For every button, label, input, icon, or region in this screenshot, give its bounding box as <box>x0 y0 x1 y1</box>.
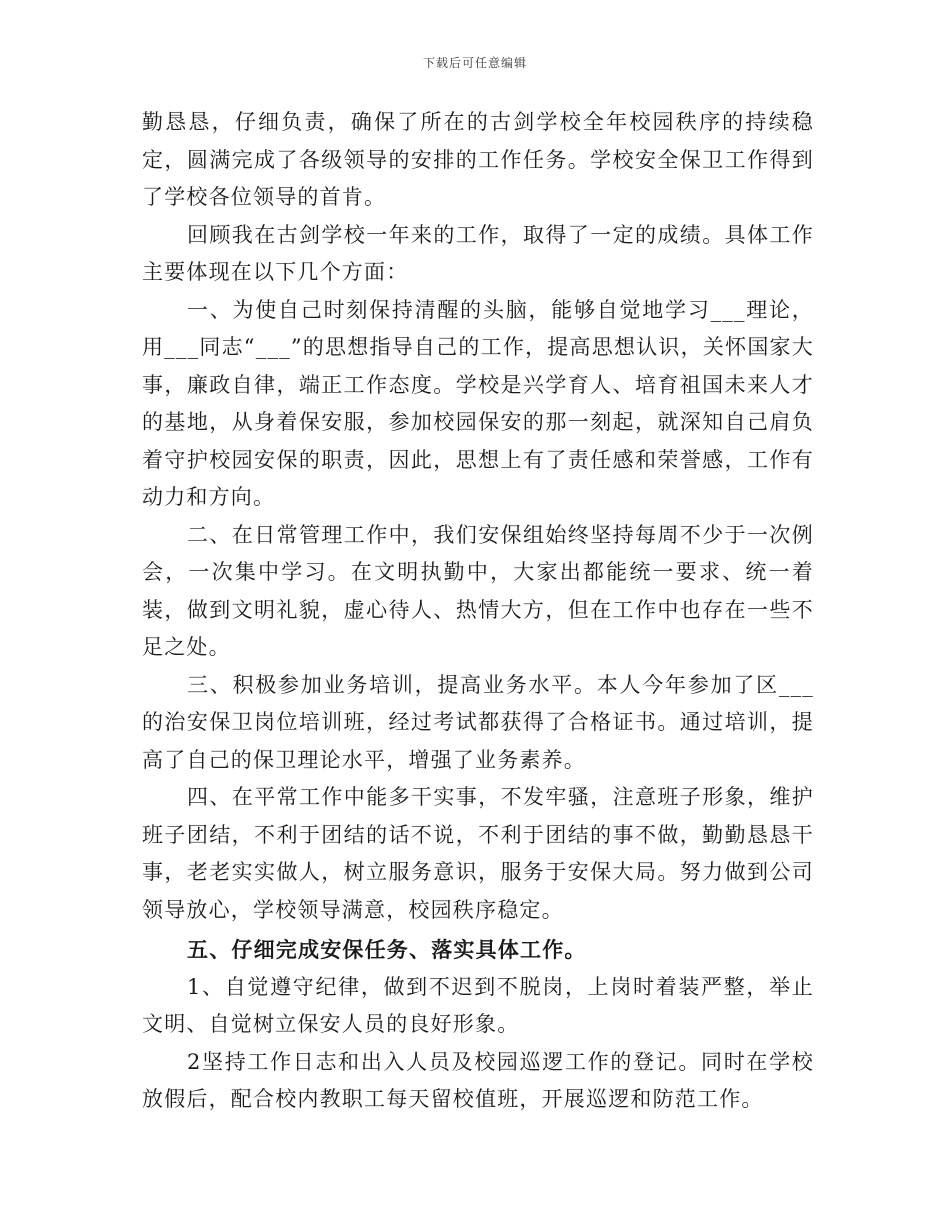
section-heading-5: 五、仔细完成安保任务、落实具体工作。 <box>187 937 587 962</box>
paragraph-continuation: 勤恳恳，仔细负责，确保了所在的古剑学校全年校园秩序的持续稳定，圆满完成了各级领导的安排的工作任务。学校安全保卫工作得到了学校各位领导的首肯。 <box>142 110 814 209</box>
document-body <box>142 104 814 1119</box>
paragraph-item-2: 2坚持工作日志和出入人员及校园巡逻工作的登记。同时在学校放假后，配合校内教职工每天留校值班，开展巡逻和防范工作。 <box>142 1049 814 1111</box>
paragraph-point-1: 一、为使自己时刻保持清醒的头脑，能够自觉地学习___理论，用___同志“___”的思想指导自己的工作，提高思想认识，关怀国家大事，廉政自律，端正工作态度。学校是兴学育人、培育祖国未来人才的基地，从身着保安服，参加校园保安的那一刻起，就深知自己肩负着守护校园安保的职责，因此，思想上有了责任感和荣誉感，工作有动力和方向。 <box>142 297 814 509</box>
paragraph-review: 回顾我在古剑学校一年来的工作，取得了一定的成绩。具体工作主要体现在以下几个方面： <box>142 222 814 284</box>
paragraph-point-2: 二、在日常管理工作中，我们安保组始终坚持每周不少于一次例会，一次集中学习。在文明执勤中，大家出都能统一要求、统一着装，做到文明礼貌，虚心待人、热情大方，但在工作中也存在一些不足之处。 <box>142 522 814 659</box>
paragraph-item-1: 1、自觉遵守纪律，做到不迟到不脱岗，上岗时着装严整，举止文明、自觉树立保安人员的良好形象。 <box>142 974 814 1036</box>
paragraph-point-4: 四、在平常工作中能多干实事，不发牢骚，注意班子形象，维护班子团结，不利于团结的话不说，不利于团结的事不做，勤勤恳恳干事，老老实实做人，树立服务意识，服务于安保大局。努力做到公司领导放心，学校领导满意，校园秩序稳定。 <box>142 785 814 922</box>
page-header-note: 下载后可任意编辑 <box>422 56 527 70</box>
paragraph-point-3: 三、积极参加业务培训，提高业务水平。本人今年参加了区___的治安保卫岗位培训班，经过考试都获得了合格证书。通过培训，提高了自己的保卫理论水平，增强了业务素养。 <box>142 672 814 772</box>
